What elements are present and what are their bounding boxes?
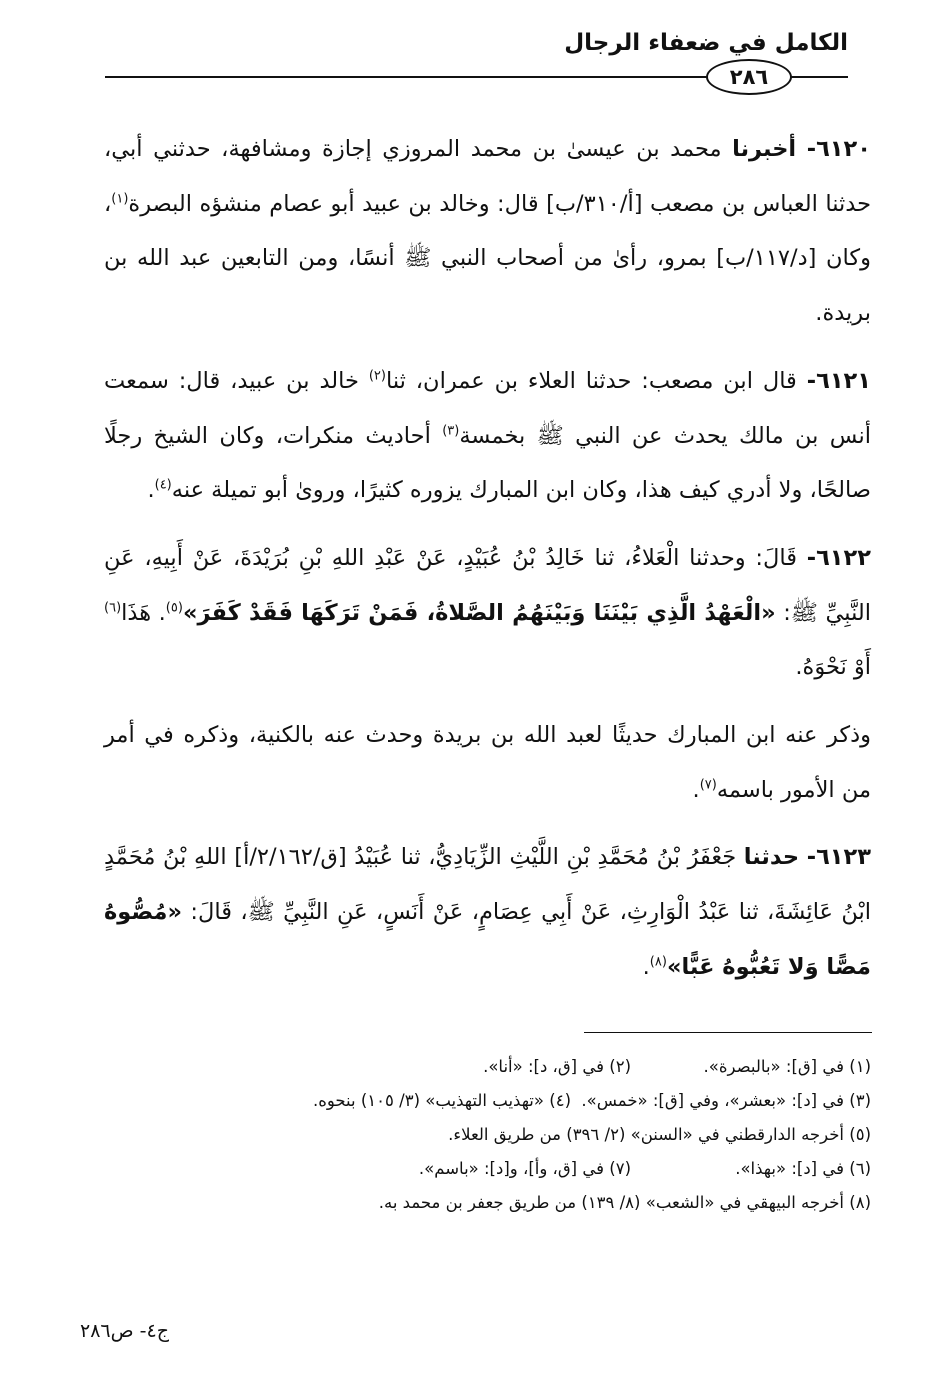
entry-text: وذكر عنه ابن المبارك حديثًا لعبد الله بن بريدة وحدث عنه بالكنية، وذكره في أمر من الأمور باسمه xyxy=(104,722,871,803)
entry-6120 xyxy=(104,122,871,341)
footnote-2: (٢) في [ق، د]: «أنا». xyxy=(483,1057,631,1076)
footnote-marker: (٣) xyxy=(442,423,460,439)
hadith-text: «الْعَهْدُ الَّذِي بَيْنَنَا وَبَيْنَهُمُ الصَّلاةُ، فَمَنْ تَرَكَهَا فَقَدْ كَفَرَ» xyxy=(182,599,776,626)
footnote-separator xyxy=(584,1032,872,1033)
entry-text: قَالَ: وحدثنا الْعَلاءُ، ثنا خَالِدُ بْنُ عُبَيْدٍ، عَنْ عَبْدِ اللهِ بْنِ بُرَيْدَةَ، عَنْ أَبِيهِ، عَنِ النَّبِيِّ ﷺ: xyxy=(104,544,871,626)
entry-text: قال ابن مصعب: حدثنا العلاء بن عمران، ثنا xyxy=(385,367,797,394)
entry-text: . xyxy=(642,953,650,980)
footnote-marker: (٧) xyxy=(699,777,717,793)
page-number-badge xyxy=(706,59,792,95)
main-text xyxy=(104,122,871,1008)
footnote-marker: (٨) xyxy=(649,954,667,970)
footnote-marker: (٥) xyxy=(165,600,183,616)
footnote-marker: (١) xyxy=(111,191,129,207)
footnote-8: (٨) أخرجه البيهقي في «الشعب» (٨/ ١٣٩) من طريق جعفر بن محمد به. xyxy=(378,1193,871,1212)
hadith-text: «مُصُّوهُ مَصًّا وَلا تَعُبُّوهُ عَبًّا» xyxy=(104,899,871,980)
footnotes-block xyxy=(104,1050,871,1220)
page-number: ٢٨٦ xyxy=(729,65,769,89)
footnote-7: (٧) في [ق، وأ]، و[د]: «باسم». xyxy=(418,1159,631,1178)
entry-text: جَعْفَرُ بْنُ مُحَمَّدِ بْنِ اللَّيْثِ الزِّيَادِيُّ، ثنا عُبَيْدُ [ق/٢/١٦٢/أ] اللهِ بْنُ مُحَمَّدٍ ابْنُ عَائِشَةَ، ثنا عَبْدُ الْوَارِثِ، عَنْ أَبِي عِصَامٍ، عَنْ أَنَسٍ، عَنِ النَّبِيِّ ﷺ، قَالَ: xyxy=(104,844,871,926)
entry-text: أَوْ نَحْوَهُ. xyxy=(795,654,871,681)
footnote-4: (٤) «تهذيب التهذيب» (٣/ ١٠٥) بنحوه. xyxy=(312,1091,571,1110)
entry-text: ، وكان [د/١١٧/ب] بمرو، رأىٰ من أصحاب النبي ﷺ أنسًا، ومن التابعين عبد الله بن بريدة. xyxy=(104,190,871,327)
entry-lead-word: أخبرنا xyxy=(732,136,797,162)
entry-6121 xyxy=(104,354,871,518)
entry-number: ٦١٢٠- xyxy=(806,136,872,162)
entry-6123 xyxy=(104,830,871,994)
footnote-1: (١) في [ق]: «بالبصرة». xyxy=(703,1057,871,1076)
footnote-row xyxy=(104,1152,871,1186)
entry-text: . xyxy=(692,776,700,803)
footnote-6: (٦) في [د]: «بهذا». xyxy=(735,1159,871,1178)
footnote-row xyxy=(104,1050,871,1084)
entry-text: . xyxy=(147,477,155,504)
running-header-title: الكامل في ضعفاء الرجال xyxy=(564,30,848,56)
entry-text: أحاديث منكرات، وكان الشيخ رجلًا صالحًا، ولا أدري كيف هذا، وكان ابن المبارك يزوره كثيرًا، ورویٰ أبو تميلة عنه xyxy=(104,422,871,504)
footnote-3: (٣) في [د]: «بعشر»، وفي [ق]: «خمس». xyxy=(581,1091,871,1110)
entry-number: ٦١٢٣- xyxy=(806,844,872,871)
footnote-marker: (٤) xyxy=(154,477,172,493)
footnote-row xyxy=(104,1084,871,1118)
volume-page-reference: ج٤- ص٢٨٦ xyxy=(80,1320,169,1342)
commentary-paragraph xyxy=(104,708,871,817)
footnote-row xyxy=(104,1186,871,1220)
footnote-5: (٥) أخرجه الدارقطني في «السنن» (٢/ ٣٩٦) من طريق العلاء. xyxy=(448,1125,871,1144)
footnote-marker: (٢) xyxy=(368,368,386,384)
entry-text: . هَذَا xyxy=(121,599,166,626)
footnote-row xyxy=(104,1118,871,1152)
entry-lead-word: حدثنا xyxy=(743,844,800,871)
entry-6122 xyxy=(104,531,871,695)
entry-number: ٦١٢٢- xyxy=(806,544,872,571)
footnote-marker: (٦) xyxy=(104,600,122,616)
entry-text: خالد بن عبيد، قال: سمعت أنس بن مالك يحدث عن النبي ﷺ بخمسة xyxy=(104,367,871,449)
entry-text: محمد بن عيسىٰ بن محمد المروزي إجازة ومشافهة، حدثني أبي، حدثنا العباس بن مصعب [أ/٣١٠/ب] قال: وخالد بن عبيد أبو عصام منشؤه البصرة xyxy=(104,136,871,217)
entry-number: ٦١٢١- xyxy=(806,367,872,394)
